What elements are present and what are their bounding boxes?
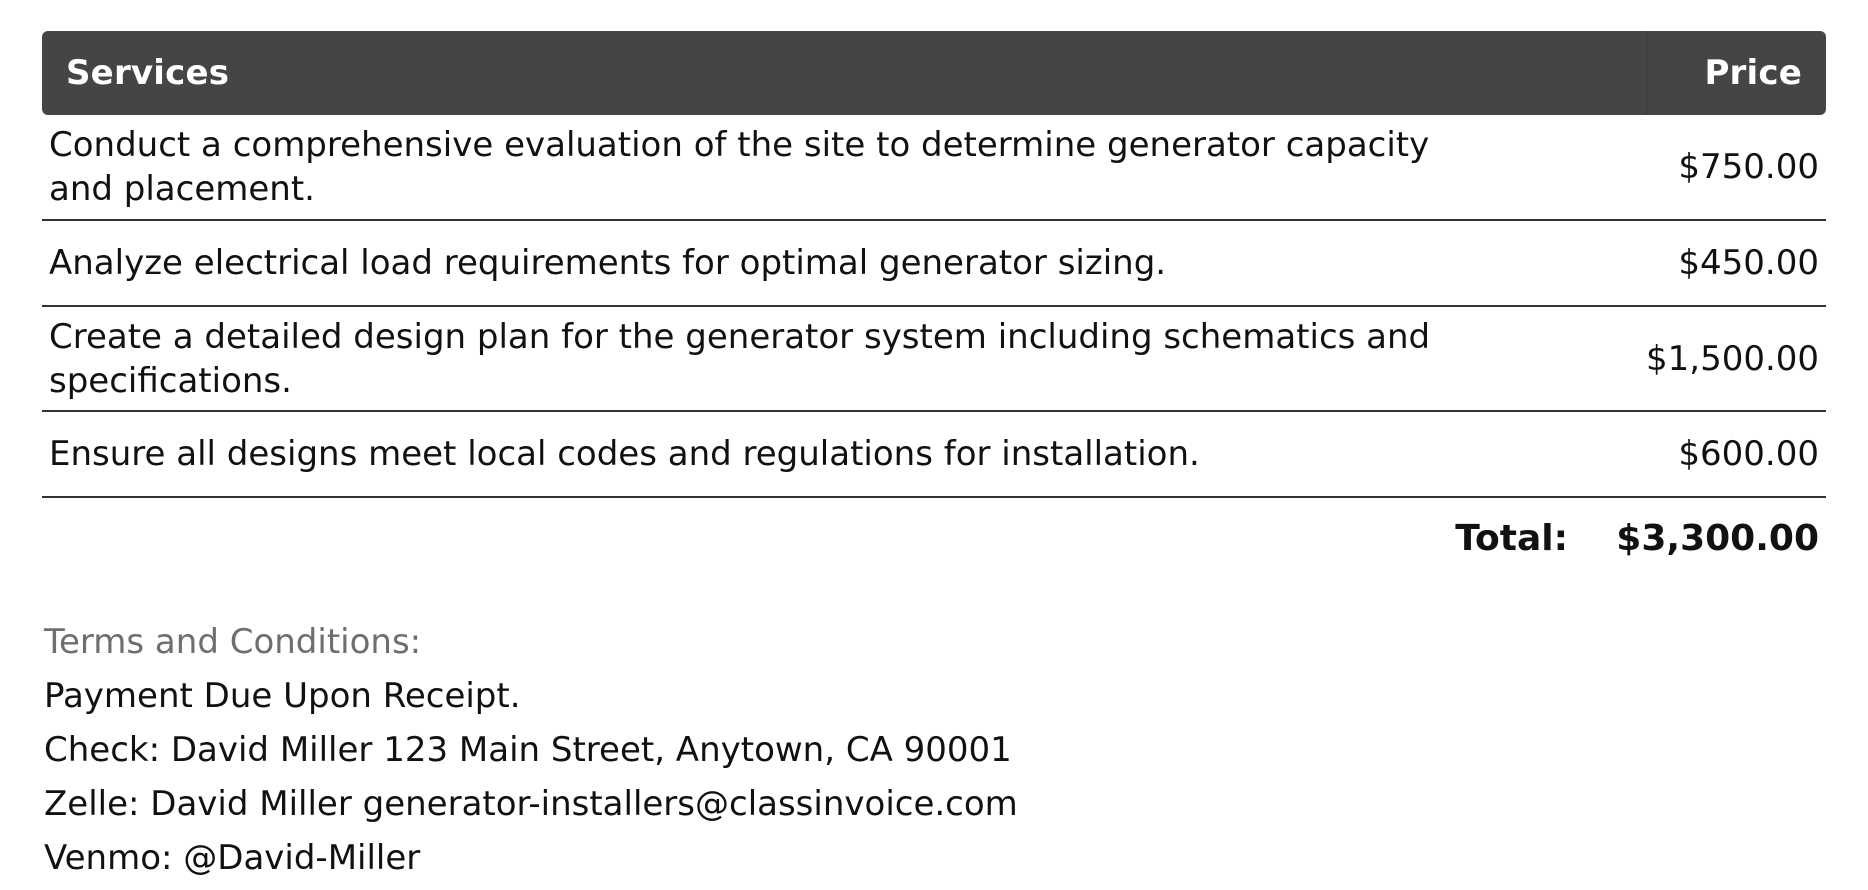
terms-title: Terms and Conditions: <box>44 622 422 662</box>
service-description: Conduct a comprehensive evaluation of the site to determine generator capacity and placement. <box>42 115 1646 220</box>
table-row <box>42 115 1826 220</box>
service-description: Ensure all designs meet local codes and regulations for installation. <box>42 411 1646 497</box>
service-price: $450.00 <box>1646 220 1826 306</box>
service-description: Analyze electrical load requirements for optimal generator sizing. <box>42 220 1646 306</box>
services-column-header: Services <box>42 31 1646 115</box>
terms-check-info: Check: David Miller 123 Main Street, Anytown, CA 90001 <box>44 730 1012 770</box>
service-description: Create a detailed design plan for the generator system including schematics and specifications. <box>42 306 1646 411</box>
terms-payment-due: Payment Due Upon Receipt. <box>44 676 521 716</box>
terms-venmo-info: Venmo: @David-Miller <box>44 838 421 878</box>
terms-zelle-info: Zelle: David Miller generator-installers@classinvoice.com <box>44 784 1018 824</box>
total-label: Total: <box>1455 518 1568 559</box>
service-price: $600.00 <box>1646 411 1826 497</box>
table-row <box>42 306 1826 411</box>
table-row <box>42 220 1826 306</box>
total-row <box>42 498 1826 584</box>
total-value: $3,300.00 <box>1616 518 1819 559</box>
table-header-row <box>42 31 1826 115</box>
terms-section <box>44 620 1018 890</box>
price-column-header: Price <box>1646 31 1826 115</box>
table-row <box>42 411 1826 497</box>
service-price: $750.00 <box>1646 115 1826 220</box>
services-table <box>42 31 1826 498</box>
service-price: $1,500.00 <box>1646 306 1826 411</box>
invoice-services-section <box>42 31 1826 584</box>
